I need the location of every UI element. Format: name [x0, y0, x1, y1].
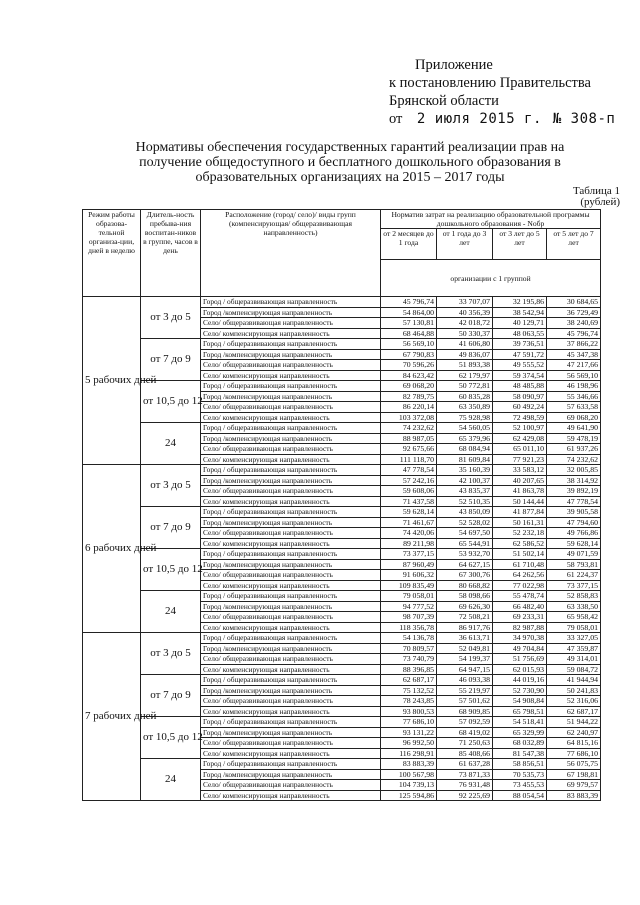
value-cell: 69 068,20: [547, 412, 601, 423]
value-cell: 47 217,66: [547, 360, 601, 371]
value-cell: 56 569,10: [381, 339, 437, 350]
value-cell: 45 347,38: [547, 349, 601, 360]
value-cell: 87 960,49: [381, 559, 437, 570]
value-cell: 62 687,17: [547, 706, 601, 717]
regime-cell: 5 рабочих дней: [83, 297, 141, 465]
value-cell: 55 478,74: [493, 591, 547, 602]
value-cell: 65 379,96: [437, 433, 493, 444]
value-cell: 62 429,08: [493, 433, 547, 444]
table-caption: [573, 186, 620, 208]
value-cell: 52 100,97: [493, 423, 547, 434]
value-cell: 54 908,84: [493, 696, 547, 707]
decree-date: 2 июля 2015 г.: [416, 111, 542, 127]
value-cell: 71 437,58: [381, 496, 437, 507]
value-cell: 74 420,06: [381, 528, 437, 539]
duration-cell: от 7 до 9: [141, 507, 201, 549]
value-cell: 33 583,12: [493, 465, 547, 476]
value-cell: 86 917,76: [437, 622, 493, 633]
value-cell: 73 377,15: [547, 580, 601, 591]
value-cell: 47 591,72: [493, 349, 547, 360]
value-cell: 57 242,16: [381, 475, 437, 486]
value-cell: 69 233,31: [493, 612, 547, 623]
value-cell: 103 372,08: [381, 412, 437, 423]
value-cell: 54 136,78: [381, 633, 437, 644]
value-cell: 64 947,15: [437, 664, 493, 675]
location-cell: Город /компенсирующая направленность: [201, 559, 381, 570]
header-age-3: от 3 лет до 5 лет: [493, 229, 547, 260]
value-cell: 56 075,75: [547, 759, 601, 770]
value-cell: 94 777,52: [381, 601, 437, 612]
value-cell: 92 225,69: [437, 790, 493, 801]
table-label: Таблица 1: [572, 185, 620, 197]
value-cell: 47 778,54: [547, 496, 601, 507]
value-cell: 83 883,39: [381, 759, 437, 770]
location-cell: Город /компенсирующая направленность: [201, 475, 381, 486]
appendix-decree: к постановлению Правительства: [389, 75, 591, 91]
location-cell: Город /компенсирующая направленность: [201, 601, 381, 612]
norms-table: [82, 209, 601, 801]
document-title: Нормативы обеспечения государственных гарантий реализации прав на получение общедоступного и бесплатного дошкольного образования в образовательных организациях на 2015 – 2017 годы: [135, 140, 565, 185]
value-cell: 59 374,54: [493, 370, 547, 381]
value-cell: 57 092,59: [437, 717, 493, 728]
location-cell: Село/ компенсирующая направленность: [201, 412, 381, 423]
value-cell: 49 641,90: [547, 423, 601, 434]
location-cell: Город / общеразвивающая направленность: [201, 717, 381, 728]
duration-cell: от 10,5 до 12: [141, 549, 201, 591]
value-cell: 104 739,13: [381, 780, 437, 791]
value-cell: 79 058,01: [547, 622, 601, 633]
location-cell: Село/ общеразвивающая направленность: [201, 738, 381, 749]
value-cell: 48 485,88: [493, 381, 547, 392]
value-cell: 73 740,79: [381, 654, 437, 665]
value-cell: 45 796,74: [547, 328, 601, 339]
value-cell: 88 396,85: [381, 664, 437, 675]
value-cell: 57 501,62: [437, 696, 493, 707]
value-cell: 93 131,22: [381, 727, 437, 738]
value-cell: 88 054,54: [493, 790, 547, 801]
value-cell: 86 220,14: [381, 402, 437, 413]
value-cell: 41 877,84: [493, 507, 547, 518]
value-cell: 46 093,38: [437, 675, 493, 686]
value-cell: 80 668,82: [437, 580, 493, 591]
value-cell: 48 063,55: [493, 328, 547, 339]
duration-cell: от 3 до 5: [141, 297, 201, 339]
value-cell: 52 049,81: [437, 643, 493, 654]
value-cell: 33 707,07: [437, 297, 493, 308]
location-cell: Село/ общеразвивающая направленность: [201, 318, 381, 329]
value-cell: 77 686,10: [381, 717, 437, 728]
value-cell: 59 478,19: [547, 433, 601, 444]
table-row: [83, 717, 601, 728]
value-cell: 61 710,48: [493, 559, 547, 570]
location-cell: Село/ общеразвивающая направленность: [201, 612, 381, 623]
value-cell: 39 905,58: [547, 507, 601, 518]
location-cell: Село/ компенсирующая направленность: [201, 748, 381, 759]
value-cell: 62 240,97: [547, 727, 601, 738]
value-cell: 45 796,74: [381, 297, 437, 308]
value-cell: 68 084,94: [437, 444, 493, 455]
appendix-date-line: [389, 110, 629, 128]
value-cell: 43 850,09: [437, 507, 493, 518]
value-cell: 82 789,75: [381, 391, 437, 402]
location-cell: Город / общеразвивающая направленность: [201, 759, 381, 770]
value-cell: 65 958,42: [547, 612, 601, 623]
table-row: [83, 423, 601, 434]
location-cell: Село/ компенсирующая направленность: [201, 706, 381, 717]
location-cell: Город /компенсирующая направленность: [201, 685, 381, 696]
location-cell: Город /компенсирующая направленность: [201, 307, 381, 318]
value-cell: 92 675,66: [381, 444, 437, 455]
value-cell: 64 262,56: [493, 570, 547, 581]
value-cell: 57 130,81: [381, 318, 437, 329]
value-cell: 36 729,49: [547, 307, 601, 318]
table-row: [83, 759, 601, 770]
value-cell: 36 613,71: [437, 633, 493, 644]
value-cell: 111 118,70: [381, 454, 437, 465]
table-row: [83, 339, 601, 350]
value-cell: 62 687,17: [381, 675, 437, 686]
location-cell: Село/ общеразвивающая направленность: [201, 528, 381, 539]
location-cell: Село/ общеразвивающая направленность: [201, 654, 381, 665]
location-cell: Город / общеразвивающая направленность: [201, 423, 381, 434]
value-cell: 65 011,10: [493, 444, 547, 455]
value-cell: 49 704,84: [493, 643, 547, 654]
location-cell: Село/ компенсирующая направленность: [201, 370, 381, 381]
value-cell: 52 232,18: [493, 528, 547, 539]
value-cell: 62 179,97: [437, 370, 493, 381]
location-cell: Село/ общеразвивающая направленность: [201, 780, 381, 791]
value-cell: 73 871,33: [437, 769, 493, 780]
value-cell: 71 461,67: [381, 517, 437, 528]
location-cell: Село/ общеразвивающая направленность: [201, 360, 381, 371]
value-cell: 98 707,39: [381, 612, 437, 623]
location-cell: Село/ компенсирующая направленность: [201, 790, 381, 801]
value-cell: 52 730,90: [493, 685, 547, 696]
value-cell: 70 535,73: [493, 769, 547, 780]
value-cell: 61 224,37: [547, 570, 601, 581]
date-prefix: от: [389, 111, 403, 127]
value-cell: 68 909,85: [437, 706, 493, 717]
location-cell: Село/ компенсирующая направленность: [201, 580, 381, 591]
location-cell: Село/ общеразвивающая направленность: [201, 696, 381, 707]
location-cell: Город / общеразвивающая направленность: [201, 675, 381, 686]
value-cell: 55 219,97: [437, 685, 493, 696]
value-cell: 125 594,86: [381, 790, 437, 801]
value-cell: 69 626,30: [437, 601, 493, 612]
value-cell: 50 161,31: [493, 517, 547, 528]
value-cell: 100 567,98: [381, 769, 437, 780]
duration-cell: 24: [141, 759, 201, 801]
location-cell: Село/ общеразвивающая направленность: [201, 402, 381, 413]
value-cell: 32 195,86: [493, 297, 547, 308]
location-cell: Город / общеразвивающая направленность: [201, 507, 381, 518]
value-cell: 75 132,52: [381, 685, 437, 696]
value-cell: 40 356,39: [437, 307, 493, 318]
value-cell: 70 596,26: [381, 360, 437, 371]
location-cell: Село/ компенсирующая направленность: [201, 454, 381, 465]
value-cell: 65 798,51: [493, 706, 547, 717]
value-cell: 46 198,96: [547, 381, 601, 392]
regime-cell: 6 рабочих дней: [83, 465, 141, 633]
value-cell: 78 243,85: [381, 696, 437, 707]
value-cell: 74 232,62: [547, 454, 601, 465]
value-cell: 32 005,85: [547, 465, 601, 476]
table-row: [83, 633, 601, 644]
value-cell: 50 144,44: [493, 496, 547, 507]
value-cell: 72 498,59: [493, 412, 547, 423]
value-cell: 39 892,19: [547, 486, 601, 497]
table-row: [83, 675, 601, 686]
duration-cell: 24: [141, 423, 201, 465]
value-cell: 69 979,57: [547, 780, 601, 791]
value-cell: 64 627,15: [437, 559, 493, 570]
value-cell: 54 697,50: [437, 528, 493, 539]
value-cell: 68 032,89: [493, 738, 547, 749]
value-cell: 57 633,58: [547, 402, 601, 413]
value-cell: 38 314,92: [547, 475, 601, 486]
location-cell: Город / общеразвивающая направленность: [201, 465, 381, 476]
value-cell: 43 835,37: [437, 486, 493, 497]
value-cell: 58 098,66: [437, 591, 493, 602]
location-cell: Город /компенсирующая направленность: [201, 643, 381, 654]
header-subheader: организации с 1 группой: [381, 260, 601, 297]
location-cell: Город / общеразвивающая направленность: [201, 549, 381, 560]
value-cell: 58 090,97: [493, 391, 547, 402]
value-cell: 116 298,91: [381, 748, 437, 759]
value-cell: 37 866,22: [547, 339, 601, 350]
header-age-1: от 2 месяцев до 1 года: [381, 229, 437, 260]
value-cell: 83 883,39: [547, 790, 601, 801]
location-cell: Село/ общеразвивающая направленность: [201, 486, 381, 497]
value-cell: 44 019,16: [493, 675, 547, 686]
value-cell: 75 928,98: [437, 412, 493, 423]
value-cell: 53 932,70: [437, 549, 493, 560]
value-cell: 91 606,32: [381, 570, 437, 581]
location-cell: Город / общеразвивающая направленность: [201, 339, 381, 350]
duration-cell: 24: [141, 591, 201, 633]
appendix-region: Брянской области: [389, 93, 499, 109]
value-cell: 69 068,20: [381, 381, 437, 392]
value-cell: 58 856,51: [493, 759, 547, 770]
location-cell: Город /компенсирующая направленность: [201, 349, 381, 360]
value-cell: 96 992,50: [381, 738, 437, 749]
duration-cell: от 10,5 до 12: [141, 717, 201, 759]
duration-cell: от 3 до 5: [141, 465, 201, 507]
value-cell: 42 100,37: [437, 475, 493, 486]
value-cell: 39 736,51: [493, 339, 547, 350]
value-cell: 38 240,69: [547, 318, 601, 329]
location-cell: Село/ общеразвивающая направленность: [201, 444, 381, 455]
value-cell: 84 623,42: [381, 370, 437, 381]
value-cell: 67 790,83: [381, 349, 437, 360]
value-cell: 54 864,00: [381, 307, 437, 318]
value-cell: 77 022,98: [493, 580, 547, 591]
value-cell: 59 628,14: [381, 507, 437, 518]
value-cell: 51 893,38: [437, 360, 493, 371]
header-age-4: от 5 лет до 7 лет: [547, 229, 601, 260]
value-cell: 66 482,40: [493, 601, 547, 612]
value-cell: 85 408,66: [437, 748, 493, 759]
value-cell: 67 198,81: [547, 769, 601, 780]
regime-cell: 7 рабочих дней: [83, 633, 141, 801]
value-cell: 64 815,16: [547, 738, 601, 749]
value-cell: 118 356,78: [381, 622, 437, 633]
duration-cell: от 3 до 5: [141, 633, 201, 675]
location-cell: Село/ компенсирующая направленность: [201, 328, 381, 339]
header-age-2: от 1 года до 3 лет: [437, 229, 493, 260]
table-row: [83, 549, 601, 560]
value-cell: 77 921,23: [493, 454, 547, 465]
value-cell: 61 937,26: [547, 444, 601, 455]
value-cell: 70 809,57: [381, 643, 437, 654]
value-cell: 33 327,05: [547, 633, 601, 644]
location-cell: Село/ компенсирующая направленность: [201, 538, 381, 549]
value-cell: 54 518,41: [493, 717, 547, 728]
value-cell: 35 160,39: [437, 465, 493, 476]
value-cell: 73 377,15: [381, 549, 437, 560]
location-cell: Город /компенсирующая направленность: [201, 517, 381, 528]
value-cell: 58 793,81: [547, 559, 601, 570]
value-cell: 62 015,93: [493, 664, 547, 675]
value-cell: 52 316,06: [547, 696, 601, 707]
value-cell: 81 609,84: [437, 454, 493, 465]
value-cell: 62 586,52: [493, 538, 547, 549]
value-cell: 71 250,63: [437, 738, 493, 749]
table-row: [83, 381, 601, 392]
value-cell: 76 931,48: [437, 780, 493, 791]
value-cell: 67 300,76: [437, 570, 493, 581]
location-cell: Село/ компенсирующая направленность: [201, 496, 381, 507]
value-cell: 41 944,94: [547, 675, 601, 686]
value-cell: 65 329,99: [493, 727, 547, 738]
value-cell: 68 464,88: [381, 328, 437, 339]
table-body: [83, 297, 601, 801]
value-cell: 47 794,60: [547, 517, 601, 528]
value-cell: 51 756,69: [493, 654, 547, 665]
value-cell: 77 686,10: [547, 748, 601, 759]
value-cell: 41 606,80: [437, 339, 493, 350]
value-cell: 34 970,38: [493, 633, 547, 644]
value-cell: 42 018,72: [437, 318, 493, 329]
duration-cell: от 7 до 9: [141, 675, 201, 717]
value-cell: 59 084,72: [547, 664, 601, 675]
value-cell: 61 637,28: [437, 759, 493, 770]
value-cell: 68 419,02: [437, 727, 493, 738]
table-row: [83, 297, 601, 308]
value-cell: 49 555,52: [493, 360, 547, 371]
value-cell: 40 129,71: [493, 318, 547, 329]
location-cell: Город /компенсирующая направленность: [201, 769, 381, 780]
value-cell: 74 232,62: [381, 423, 437, 434]
value-cell: 60 835,28: [437, 391, 493, 402]
location-cell: Город / общеразвивающая направленность: [201, 381, 381, 392]
value-cell: 93 800,53: [381, 706, 437, 717]
location-cell: Город / общеразвивающая направленность: [201, 591, 381, 602]
value-cell: 47 359,87: [547, 643, 601, 654]
header-regime: Режим работы образова-тельной организа-ции, дней в неделю: [83, 210, 141, 297]
value-cell: 30 684,65: [547, 297, 601, 308]
value-cell: 54 199,37: [437, 654, 493, 665]
value-cell: 49 766,86: [547, 528, 601, 539]
location-cell: Город / общеразвивающая направленность: [201, 633, 381, 644]
value-cell: 49 071,59: [547, 549, 601, 560]
value-cell: 81 547,38: [493, 748, 547, 759]
value-cell: 63 338,50: [547, 601, 601, 612]
location-cell: Город /компенсирующая направленность: [201, 727, 381, 738]
value-cell: 72 508,21: [437, 612, 493, 623]
value-cell: 73 455,53: [493, 780, 547, 791]
value-cell: 54 560,05: [437, 423, 493, 434]
value-cell: 79 058,01: [381, 591, 437, 602]
value-cell: 89 211,98: [381, 538, 437, 549]
location-cell: Село/ общеразвивающая направленность: [201, 570, 381, 581]
value-cell: 52 528,02: [437, 517, 493, 528]
value-cell: 50 772,81: [437, 381, 493, 392]
decree-number: № 308-п: [552, 111, 616, 127]
header-norm: Норматив затрат на реализацию образовательной программы дошкольного образования - Nобр: [381, 210, 601, 229]
location-cell: Село/ компенсирующая направленность: [201, 622, 381, 633]
value-cell: 56 569,10: [547, 370, 601, 381]
duration-cell: от 7 до 9: [141, 339, 201, 381]
location-cell: Город /компенсирующая направленность: [201, 391, 381, 402]
appendix-block: [389, 56, 629, 128]
value-cell: 109 835,49: [381, 580, 437, 591]
table-row: [83, 591, 601, 602]
location-cell: Город /компенсирующая направленность: [201, 433, 381, 444]
value-cell: 59 608,06: [381, 486, 437, 497]
value-cell: 41 863,78: [493, 486, 547, 497]
value-cell: 59 628,14: [547, 538, 601, 549]
value-cell: 51 944,22: [547, 717, 601, 728]
value-cell: 51 502,14: [493, 549, 547, 560]
value-cell: 47 778,54: [381, 465, 437, 476]
value-cell: 49 836,07: [437, 349, 493, 360]
value-cell: 63 350,89: [437, 402, 493, 413]
value-cell: 52 510,35: [437, 496, 493, 507]
header-location: Расположение (город/ село)/ виды групп (компенсирующая/ общеразвивающая направленность): [201, 210, 381, 297]
location-cell: Город / общеразвивающая направленность: [201, 297, 381, 308]
header-duration: Длитель-ность пребыва-ния воспитан-ников в группе, часов в день: [141, 210, 201, 297]
value-cell: 40 207,65: [493, 475, 547, 486]
value-cell: 49 314,01: [547, 654, 601, 665]
table-row: [83, 465, 601, 476]
value-cell: 50 241,83: [547, 685, 601, 696]
duration-cell: от 10,5 до 12: [141, 381, 201, 423]
appendix-title: Приложение: [415, 57, 493, 73]
value-cell: 50 330,37: [437, 328, 493, 339]
value-cell: 82 987,88: [493, 622, 547, 633]
value-cell: 60 492,24: [493, 402, 547, 413]
value-cell: 55 346,66: [547, 391, 601, 402]
value-cell: 38 542,94: [493, 307, 547, 318]
table-unit: (рублей): [580, 196, 620, 208]
location-cell: Село/ компенсирующая направленность: [201, 664, 381, 675]
value-cell: 65 544,91: [437, 538, 493, 549]
value-cell: 88 987,05: [381, 433, 437, 444]
table-row: [83, 507, 601, 518]
value-cell: 52 858,83: [547, 591, 601, 602]
